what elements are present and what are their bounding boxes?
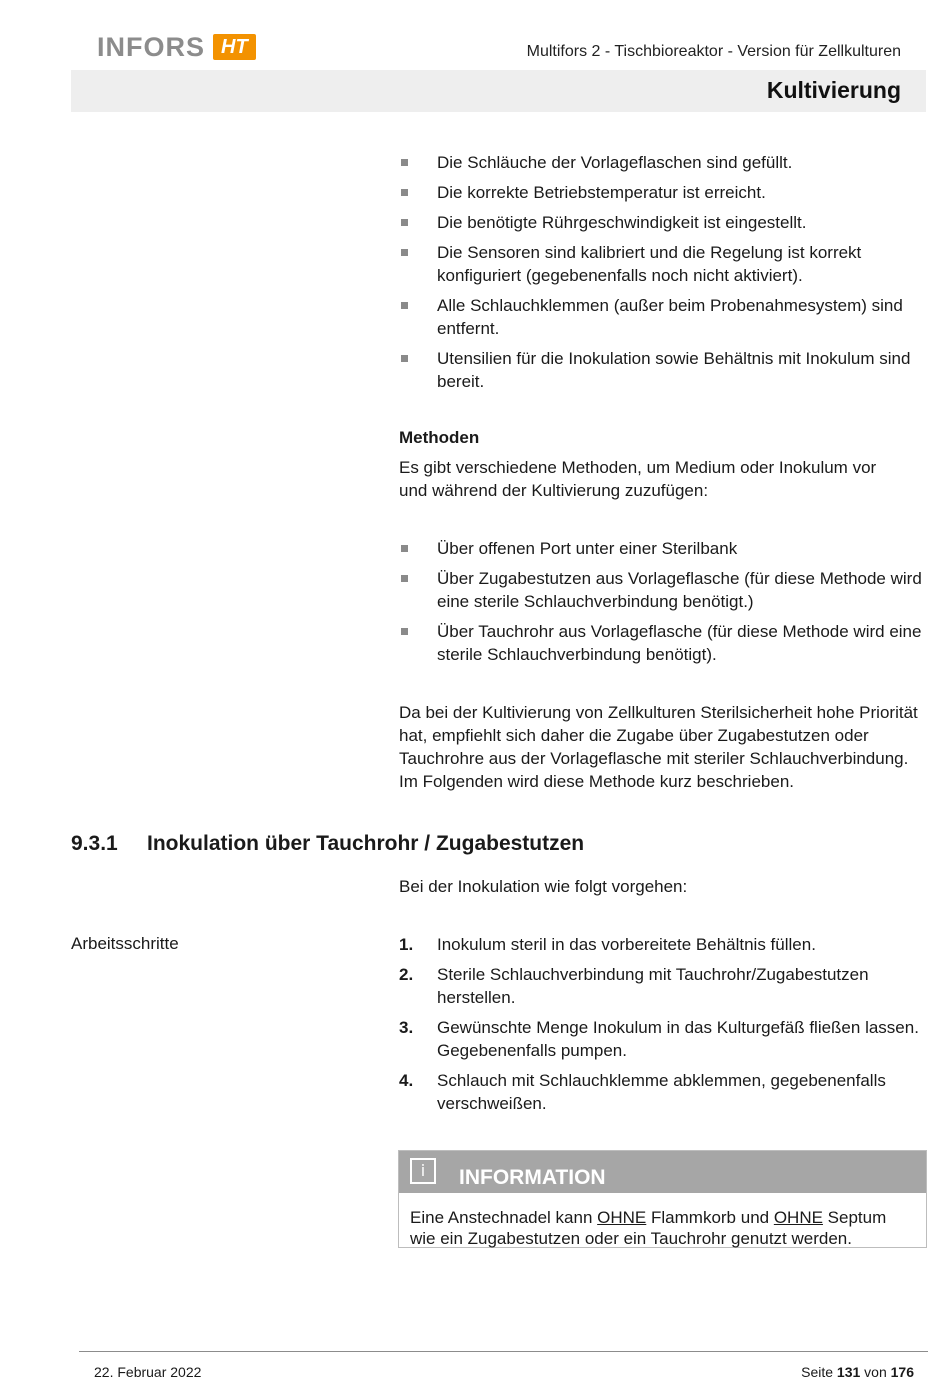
page-total: 176 — [890, 1364, 914, 1380]
work-step — [399, 1069, 927, 1115]
methods-list-container — [399, 537, 927, 673]
bullet-item — [399, 181, 927, 204]
bullet-square-icon — [401, 219, 408, 226]
bullet-text: Utensilien für die Inokulation sowie Behältnis mit Inokulum sind bereit. — [437, 349, 911, 391]
methods-conclusion: Da bei der Kultivierung von Zellkulturen Sterilsicherheit hohe Priorität hat, empfiehlt sich daher die Zugabe über Zugabestutzen oder Tauchrohre aus der Vorlageflasche mit steriler Schlauchverbindung. Im Folgenden wird diese Methode kurz beschrieben. — [399, 703, 918, 791]
work-steps-label: Arbeitsschritte — [71, 934, 179, 953]
prerequisites-list-container — [399, 151, 927, 400]
subsection-intro: Bei der Inokulation wie folgt vorgehen: — [399, 877, 688, 896]
bullet-text: Über offenen Port unter einer Sterilbank — [437, 539, 738, 558]
infors-ht-logo — [97, 32, 256, 62]
bullet-text: Alle Schlauchklemmen (außer beim Probenahmesystem) sind entfernt. — [437, 296, 903, 338]
bullet-square-icon — [401, 302, 408, 309]
step-number: 3. — [399, 1018, 414, 1037]
work-step — [399, 1016, 927, 1062]
methods-heading: Methoden — [399, 428, 480, 447]
bullet-item — [399, 567, 927, 613]
bullet-item — [399, 151, 927, 174]
methods-intro: Es gibt verschiedene Methoden, um Medium oder Inokulum vor und während der Kultivierung zuzufügen: — [399, 458, 877, 500]
logo-wordmark: INFORS — [97, 31, 206, 62]
bullet-item — [399, 241, 927, 287]
section-title: Kultivierung — [766, 77, 901, 103]
document-title: Multifors 2 - Tischbioreaktor - Version für Zellkulturen — [526, 43, 901, 60]
bullet-square-icon — [401, 189, 408, 196]
info-text-part: Septum wie ein Zugabestutzen oder ein Tauchrohr genutzt werden. — [410, 1208, 887, 1248]
bullet-item — [399, 620, 927, 666]
subsection-number: 9.3.1 — [71, 832, 118, 855]
methods-section — [399, 426, 927, 502]
bullet-text: Die benötigte Rührgeschwindigkeit ist eingestellt. — [437, 213, 807, 232]
bullet-item — [399, 211, 927, 234]
step-number: 2. — [399, 965, 414, 984]
subsection-title: Inokulation über Tauchrohr / Zugabestutzen — [147, 832, 585, 855]
work-step — [399, 963, 927, 1009]
step-text: Gewünschte Menge Inokulum in das Kulturgefäß fließen lassen. Gegebenenfalls pumpen. — [437, 1018, 919, 1060]
step-text: Sterile Schlauchverbindung mit Tauchrohr/Zugabestutzen herstellen. — [437, 965, 869, 1007]
info-emphasis: OHNE — [597, 1208, 647, 1227]
bullet-square-icon — [401, 159, 408, 166]
footer-divider — [79, 1351, 928, 1352]
work-steps-list — [399, 933, 927, 1115]
bullet-text: Die Sensoren sind kalibriert und die Regelung ist korrekt konfiguriert (gegebenenfalls noch nicht aktiviert). — [437, 243, 862, 285]
prerequisites-list — [399, 151, 927, 393]
step-number: 1. — [399, 935, 414, 954]
page-mid: von — [860, 1364, 891, 1380]
step-text: Inokulum steril in das vorbereitete Behältnis füllen. — [437, 935, 816, 954]
bullet-square-icon — [401, 628, 408, 635]
info-text-part: Eine Anstechnadel kann — [410, 1208, 598, 1227]
page-number — [801, 1364, 914, 1380]
information-header — [399, 1151, 926, 1193]
information-title: INFORMATION — [459, 1166, 606, 1189]
bullet-text: Die korrekte Betriebstemperatur ist erreicht. — [437, 183, 766, 202]
methods-list — [399, 537, 927, 666]
bullet-square-icon — [401, 249, 408, 256]
work-steps-container — [399, 933, 927, 1122]
logo-ht-mark: HT — [213, 34, 256, 60]
information-box — [398, 1150, 927, 1248]
bullet-text: Die Schläuche der Vorlageflaschen sind gefüllt. — [437, 153, 793, 172]
page-prefix: Seite — [801, 1364, 837, 1380]
bullet-square-icon — [401, 575, 408, 582]
subsection-heading — [71, 832, 584, 856]
bullet-item — [399, 347, 927, 393]
step-number: 4. — [399, 1071, 414, 1090]
bullet-square-icon — [401, 545, 408, 552]
work-step — [399, 933, 927, 956]
info-emphasis: OHNE — [773, 1208, 823, 1227]
bullet-square-icon — [401, 355, 408, 362]
bullet-item — [399, 294, 927, 340]
info-icon: i — [410, 1158, 436, 1184]
step-text: Schlauch mit Schlauchklemme abklemmen, gegebenenfalls verschweißen. — [437, 1071, 886, 1113]
bullet-text: Über Zugabestutzen aus Vorlageflasche (für diese Methode wird eine sterile Schlauchverbindung benötigt.) — [437, 569, 922, 611]
info-text-part: Flammkorb und — [646, 1208, 774, 1227]
page-current: 131 — [836, 1364, 861, 1380]
footer-date: 22. Februar 2022 — [94, 1364, 202, 1380]
bullet-text: Über Tauchrohr aus Vorlageflasche (für diese Methode wird eine sterile Schlauchverbindung benötigt). — [437, 622, 922, 664]
information-text — [399, 1193, 926, 1249]
bullet-item — [399, 537, 927, 560]
